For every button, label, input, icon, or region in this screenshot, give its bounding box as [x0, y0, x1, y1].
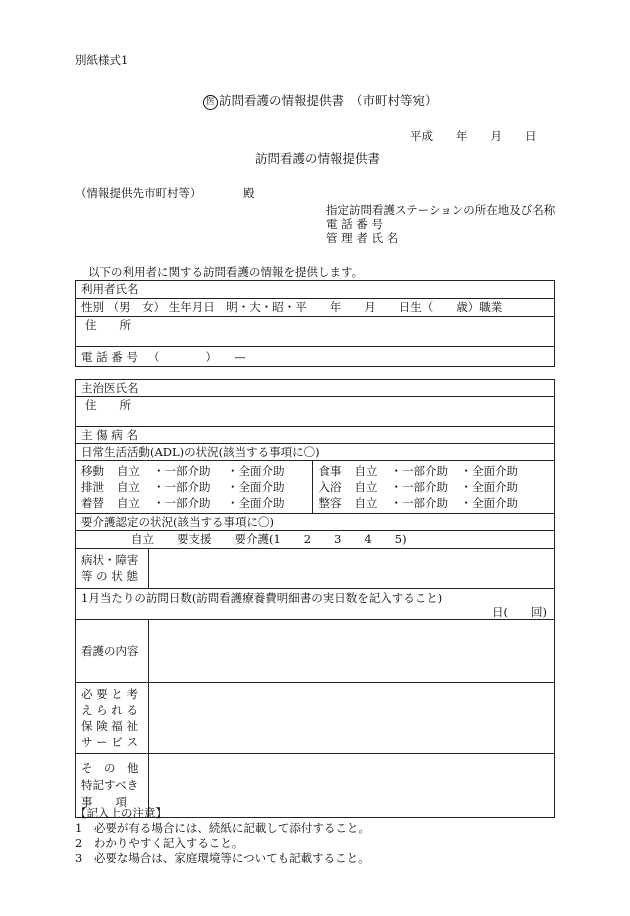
- adl-option[interactable]: 自立: [354, 496, 378, 510]
- note-item: 3 必要な場合は、家庭環境等についても記載すること。: [75, 851, 370, 865]
- visits-unit: 日( 回): [492, 605, 547, 619]
- adl-heading-cell: [76, 444, 555, 461]
- adl-item-label: 入浴: [318, 480, 342, 494]
- condition-field[interactable]: [149, 549, 555, 589]
- patient-phone-label: 電 話 番 号: [81, 349, 138, 364]
- header-title-sub: （市町村等宛）: [350, 93, 438, 108]
- patient-name-label: 利用者氏名: [81, 282, 139, 296]
- adl-option[interactable]: ・一部介助: [390, 496, 448, 510]
- adl-option[interactable]: ・全面介助: [460, 496, 518, 510]
- adl-item-label: 整容: [318, 496, 342, 510]
- adl-option[interactable]: ・一部介助: [153, 480, 211, 494]
- sender-manager: 管 理 者 氏 名: [326, 231, 399, 245]
- other-label-line: 特記すべき: [81, 778, 139, 792]
- patient-table: [75, 280, 555, 367]
- adl-row[interactable]: [81, 463, 312, 479]
- recipient-label: （情報提供先市町村等）: [75, 186, 202, 200]
- adl-option[interactable]: 自立: [354, 480, 378, 494]
- services-label-line: 保 険 福 祉: [81, 719, 138, 733]
- adl-item-label: 移動: [81, 464, 104, 478]
- nursing-label: 看護の内容: [81, 644, 139, 658]
- adl-option[interactable]: ・一部介助: [153, 496, 211, 510]
- care-heading-cell: [76, 514, 555, 531]
- sender-station: 指定訪問看護ステーションの所在地及び名称: [326, 203, 556, 217]
- services-label-line: え ら れ る: [81, 703, 138, 717]
- adl-option[interactable]: ・全面介助: [227, 480, 285, 494]
- doctor-address-field[interactable]: [76, 397, 555, 427]
- condition-label-2: 等 の 状 態: [81, 569, 138, 583]
- services-field[interactable]: [149, 683, 555, 754]
- patient-gender-row[interactable]: [76, 299, 555, 317]
- care-options: 自立 要支援 要介護(1 2 3 4 5): [131, 532, 407, 546]
- adl-item-label: 排泄: [81, 480, 104, 494]
- adl-left-column: [81, 461, 312, 513]
- patient-address-field[interactable]: [76, 317, 555, 347]
- form-id: 別紙様式1: [75, 53, 129, 67]
- services-label-line: 必 要 と 考: [81, 687, 138, 701]
- adl-row[interactable]: [319, 479, 550, 495]
- doctor-name-label: 主治医氏名: [81, 381, 139, 395]
- adl-option[interactable]: 自立: [117, 480, 140, 494]
- adl-cell: [76, 461, 555, 514]
- adl-heading: 日常生活活動(ADL)の状況(該当する事項に〇): [81, 445, 320, 459]
- adl-right-column: [312, 461, 550, 513]
- patient-address-label: 住 所: [85, 318, 131, 332]
- patient-phone-value: （ ） —: [147, 349, 246, 364]
- adl-row[interactable]: [319, 495, 550, 511]
- intro-text: 以下の利用者に関する訪問看護の情報を提供します。: [88, 265, 364, 279]
- sender-phone: 電 話 番 号: [326, 217, 383, 231]
- adl-option[interactable]: ・一部介助: [390, 464, 448, 478]
- adl-option[interactable]: 自立: [117, 496, 140, 510]
- condition-label-cell: [76, 549, 149, 589]
- adl-row[interactable]: [319, 463, 550, 479]
- doctor-name-field[interactable]: [76, 380, 555, 397]
- condition-label-1: 病状・障害: [81, 553, 139, 567]
- services-label-cell: [76, 683, 149, 754]
- note-item: 1 必要が有る場合には、続紙に記載して添付すること。: [75, 821, 370, 835]
- header-title: [203, 91, 438, 110]
- adl-option[interactable]: ・全面介助: [460, 480, 518, 494]
- header-title-main: 訪問看護の情報提供書: [219, 93, 345, 108]
- notes-section: [75, 806, 370, 866]
- patient-name-field[interactable]: [76, 281, 555, 299]
- adl-option[interactable]: 自立: [117, 464, 140, 478]
- note-item: 2 わかりやすく記入すること。: [75, 836, 244, 850]
- patient-gender-line: 性別 （男 女） 生年月日 明・大・昭・平 年 月 日生（ 歳）職業: [81, 300, 503, 314]
- adl-option[interactable]: ・一部介助: [153, 464, 211, 478]
- adl-option[interactable]: ・全面介助: [227, 464, 285, 478]
- adl-option[interactable]: ・一部介助: [390, 480, 448, 494]
- visits-label: 1月当たりの訪問日数(訪問看護療養費明細書の実日数を記入すること): [81, 591, 443, 605]
- other-label-line: そ の 他: [81, 761, 139, 775]
- adl-item-label: 食事: [318, 464, 342, 478]
- honorific: 殿: [243, 186, 255, 200]
- other-label-line: 事 項: [81, 795, 127, 809]
- visits-cell[interactable]: [76, 589, 555, 620]
- main-disease-field[interactable]: [76, 427, 555, 444]
- adl-option[interactable]: ・全面介助: [460, 464, 518, 478]
- medical-table: [75, 379, 555, 818]
- notes-heading: 【記入上の注意】: [75, 806, 167, 820]
- nursing-label-cell: [76, 620, 149, 683]
- adl-option[interactable]: 自立: [354, 464, 378, 478]
- services-label-line: サ ー ビ ス: [81, 735, 138, 749]
- adl-item-label: 着替: [81, 496, 104, 510]
- adl-row[interactable]: [81, 495, 312, 511]
- adl-option[interactable]: ・全面介助: [227, 496, 285, 510]
- care-options-cell[interactable]: [76, 531, 555, 549]
- patient-phone-field[interactable]: [76, 347, 555, 367]
- adl-row[interactable]: [81, 479, 312, 495]
- date-line: 平成 年 月 日: [410, 129, 537, 143]
- doctor-address-label: 住 所: [85, 398, 131, 412]
- nursing-field[interactable]: [149, 620, 555, 683]
- medical-mark: 医: [203, 95, 218, 110]
- document-title: 訪問看護の情報提供書: [255, 151, 381, 166]
- care-heading: 要介護認定の状況(該当する事項に〇): [81, 515, 274, 529]
- main-disease-label: 主 傷 病 名: [81, 428, 138, 442]
